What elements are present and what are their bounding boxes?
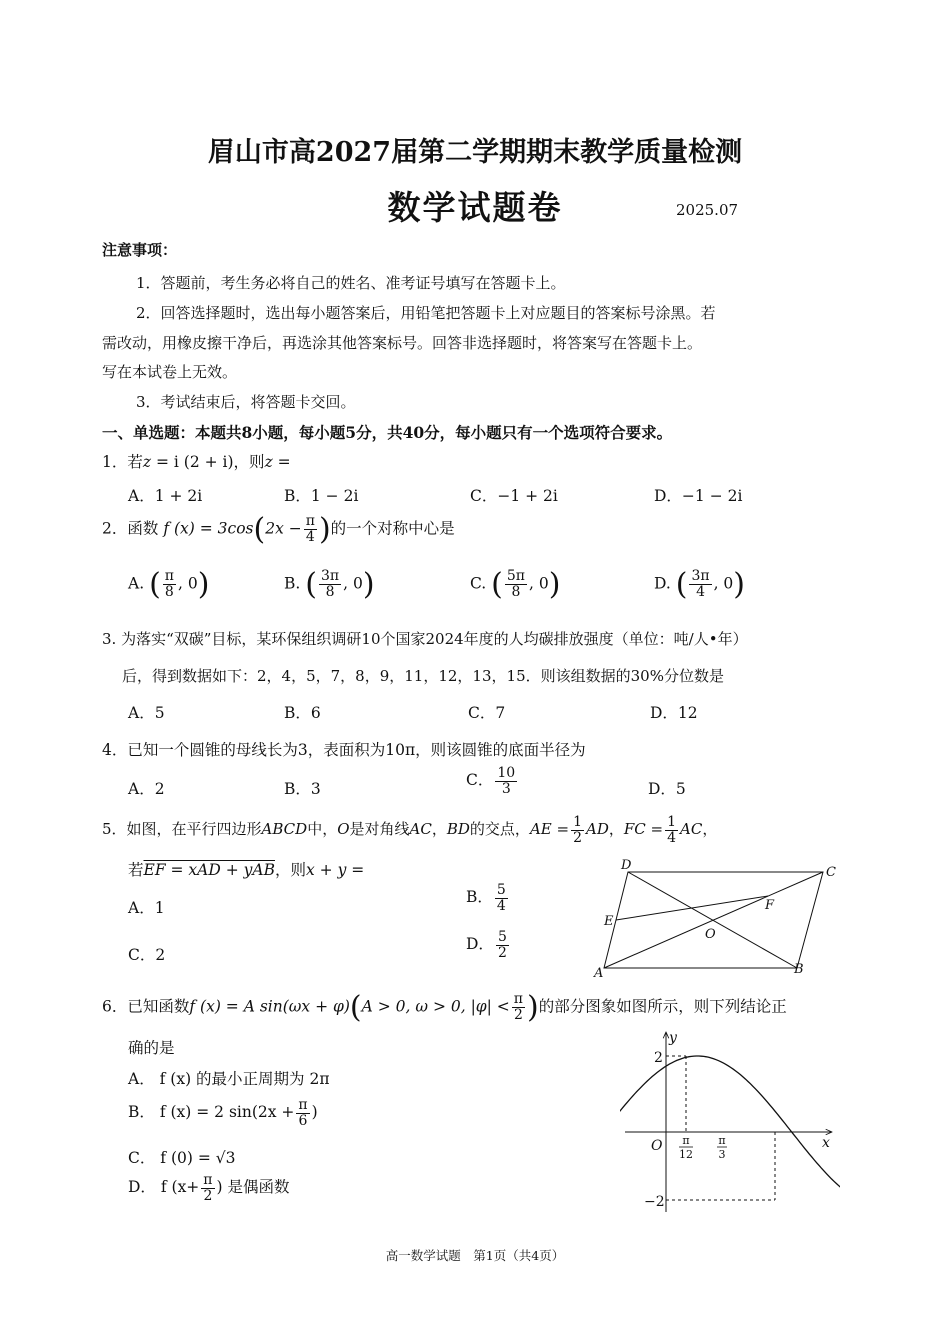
q5-comma: ， bbox=[608, 820, 624, 839]
q4-option-d: D．5 bbox=[648, 780, 686, 798]
question-1 bbox=[102, 450, 291, 472]
q2-frac-den: 4 bbox=[305, 529, 315, 545]
q4-c-num: 10 bbox=[497, 765, 516, 781]
q4-option-a: A．2 bbox=[128, 780, 165, 798]
q5-option-c: C．2 bbox=[128, 946, 166, 964]
q2-a-label: A. bbox=[128, 574, 145, 593]
q5-half-den: 2 bbox=[573, 829, 582, 846]
q2-b-num: 3π bbox=[320, 568, 340, 585]
q5-d-den: 2 bbox=[497, 944, 507, 961]
q6-b-tail: ) bbox=[311, 1103, 318, 1122]
notice-item-1: 1．答题前，考生务必将自己的姓名、准考证号填写在答题卡上。 bbox=[136, 274, 566, 292]
q6-d-den: 2 bbox=[203, 1187, 213, 1204]
q2-paren-left: ( bbox=[253, 512, 266, 547]
q2-paren-right: ) bbox=[318, 512, 331, 547]
q5-fc: FC bbox=[623, 820, 646, 839]
q5-mid2: 是对角线 bbox=[349, 820, 410, 839]
q5-line2-pre: 若 bbox=[128, 861, 144, 879]
q2-d-paren-right: ) bbox=[733, 567, 746, 602]
q5-o: O bbox=[337, 820, 350, 839]
q2-option-a bbox=[128, 567, 209, 602]
tick2-num: π bbox=[718, 1134, 726, 1147]
label-b: B bbox=[794, 962, 804, 977]
q5-eq2: = bbox=[645, 820, 664, 839]
page-footer: 高一数学试题 第1页（共4页） bbox=[385, 1248, 565, 1263]
q5-eq: = bbox=[551, 820, 570, 839]
paper-title: 数学试题卷 bbox=[387, 188, 563, 227]
tick2-den: 3 bbox=[718, 1148, 726, 1161]
q2-pre: 函数 bbox=[127, 519, 159, 538]
q3-option-a: A．5 bbox=[128, 704, 165, 722]
q4-c-fraction bbox=[495, 766, 517, 796]
q6-option-d bbox=[128, 1173, 289, 1203]
q2-option-d bbox=[654, 567, 745, 602]
q1-tail: = bbox=[272, 453, 291, 471]
q1-pre: 若 bbox=[127, 453, 143, 471]
q2-c-num: 5π bbox=[506, 568, 525, 585]
q2-d-label: D. bbox=[654, 574, 671, 593]
q5-mid3: 的交点， bbox=[469, 820, 530, 839]
q6-line2: 确的是 bbox=[128, 1039, 175, 1057]
q2-a-den: 8 bbox=[164, 584, 174, 600]
q4-c-label: C． bbox=[466, 771, 494, 790]
q2-c-den: 8 bbox=[511, 584, 521, 600]
q2-c-paren-right: ) bbox=[548, 567, 561, 602]
q1-option-a: A．1 + 2i bbox=[128, 487, 203, 505]
q4-option-b: B．3 bbox=[284, 780, 321, 798]
q5-line2-tail: ，则 bbox=[274, 861, 306, 879]
question-2 bbox=[102, 512, 455, 547]
q6-b-pre: B． f (x) = 2 sin(2x + bbox=[128, 1103, 295, 1122]
q6-pre: 6．已知函数 bbox=[102, 997, 190, 1016]
q6-frac-den: 2 bbox=[513, 1007, 523, 1023]
q3-option-d: D．12 bbox=[650, 704, 698, 722]
q2-number: 2． bbox=[102, 519, 128, 538]
q2-c-fraction bbox=[505, 569, 527, 599]
q6-b-num: π bbox=[298, 1097, 308, 1113]
q5-half-fraction bbox=[571, 815, 584, 845]
q6-paren-left: ( bbox=[349, 990, 362, 1025]
q1-option-c: C．−1 + 2i bbox=[470, 487, 558, 505]
q2-b-tail: , 0 bbox=[343, 574, 363, 593]
q6-d-fraction bbox=[201, 1173, 214, 1203]
notice-item-2-line3: 写在本试卷上无效。 bbox=[102, 363, 238, 381]
q2-a-paren-right: ) bbox=[197, 567, 210, 602]
q5-option-a: A．1 bbox=[128, 899, 165, 917]
q5-b-label: B． bbox=[466, 888, 493, 907]
q5-sep: ， bbox=[431, 820, 447, 839]
q2-d-den: 4 bbox=[696, 584, 705, 600]
q2-tail: 的一个对称中心是 bbox=[330, 519, 455, 538]
q6-option-c: C． f (0) = √3 bbox=[128, 1149, 236, 1167]
q6-condition: A > 0, ω > 0, |φ| < bbox=[361, 997, 510, 1016]
tick1-den: 12 bbox=[679, 1148, 693, 1161]
notice-item-3: 3．考试结束后，将答题卡交回。 bbox=[136, 393, 356, 411]
q5-end: ， bbox=[702, 820, 718, 839]
notice-heading: 注意事项： bbox=[102, 241, 178, 259]
q2-a-tail: , 0 bbox=[177, 574, 198, 593]
q2-function: f (x) = 3cos bbox=[163, 519, 254, 538]
q2-b-paren-right: ) bbox=[362, 567, 375, 602]
q5-quarter-fraction bbox=[665, 815, 678, 845]
q3-line1: 3. 为落实“双碳”目标，某环保组织调研10个国家2024年度的人均碳排放强度（单位：吨/人•年） bbox=[102, 630, 748, 648]
q1-mid: ，则 bbox=[233, 453, 265, 471]
q5-b-num: 5 bbox=[496, 882, 506, 898]
q2-b-fraction bbox=[319, 569, 341, 599]
q5-d-num: 5 bbox=[497, 929, 507, 945]
label-d: D bbox=[621, 858, 632, 873]
q5-bd: BD bbox=[446, 820, 470, 839]
q2-frac-num: π bbox=[305, 513, 315, 530]
max-value-label: 2 bbox=[654, 1050, 663, 1066]
q1-option-d: D．−1 − 2i bbox=[654, 487, 743, 505]
q5-d-label: D． bbox=[466, 935, 494, 954]
q2-a-num: π bbox=[164, 568, 174, 585]
sine-graph-figure bbox=[620, 1020, 840, 1215]
q2-a-fraction bbox=[163, 569, 176, 599]
label-e: E bbox=[604, 914, 614, 929]
q6-function: f (x) = A sin(ωx + φ) bbox=[189, 997, 350, 1016]
q2-c-tail: , 0 bbox=[529, 574, 549, 593]
diagonal-bd bbox=[628, 872, 797, 968]
q5-line1 bbox=[102, 815, 717, 845]
q5-vector-expr: EF = xAD + yAB bbox=[143, 861, 275, 879]
q2-d-fraction bbox=[689, 569, 711, 599]
label-a: A bbox=[594, 966, 604, 980]
q6-d-num: π bbox=[203, 1172, 213, 1188]
q1-var-z2: z bbox=[264, 453, 273, 471]
q5-ac: AC bbox=[409, 820, 432, 839]
q6-paren-right: ) bbox=[527, 990, 539, 1025]
tick1-num: π bbox=[682, 1134, 690, 1147]
q5-option-d bbox=[466, 930, 511, 960]
q2-b-label: B. bbox=[284, 574, 301, 593]
q5-option-b bbox=[466, 883, 510, 913]
q4-option-c bbox=[466, 766, 519, 796]
q2-d-tail: , 0 bbox=[713, 574, 734, 593]
q1-var-z: z bbox=[142, 453, 152, 471]
notice-item-2-line2: 需改动，用橡皮擦干净后，再选涂其他答案标号。回答非选择题时，将答案写在答题卡上。 bbox=[102, 334, 703, 352]
exam-title: 眉山市高2027届第二学期期末教学质量检测 bbox=[207, 137, 743, 168]
q6-tail: 的部分图象如图所示，则下列结论正 bbox=[538, 997, 787, 1016]
q3-line2: 后，得到数据如下：2，4，5，7，8，9，11，12，13，15．则该组数据的30%分位数是 bbox=[122, 667, 724, 685]
q6-option-b bbox=[128, 1098, 318, 1128]
q2-fraction bbox=[304, 514, 317, 544]
q2-option-c bbox=[470, 567, 560, 602]
x-axis-label: x bbox=[822, 1135, 830, 1151]
q5-ac2: AC bbox=[680, 820, 703, 839]
q5-xy: x + y bbox=[306, 861, 347, 879]
q4-c-den: 3 bbox=[501, 780, 511, 797]
q5-b-fraction bbox=[495, 883, 508, 913]
q2-a-paren-left: ( bbox=[149, 567, 161, 602]
q4-text: 4．已知一个圆锥的母线长为3，表面积为10π，则该圆锥的底面半径为 bbox=[102, 741, 586, 759]
q3-option-c: C．7 bbox=[468, 704, 506, 722]
q2-option-b bbox=[284, 567, 375, 602]
min-value-label: −2 bbox=[644, 1194, 665, 1210]
q5-mid: 中， bbox=[307, 820, 338, 839]
q5-ad: AD bbox=[586, 820, 609, 839]
label-o: O bbox=[705, 927, 716, 942]
q5-quarter-den: 4 bbox=[667, 829, 677, 846]
q2-arg: 2x − bbox=[265, 519, 302, 538]
origin-label: O bbox=[651, 1138, 663, 1154]
q2-b-paren-left: ( bbox=[305, 567, 317, 602]
q6-b-den: 6 bbox=[298, 1112, 308, 1129]
q1-eq: = i (2 + i) bbox=[151, 453, 234, 471]
label-c: C bbox=[826, 865, 836, 880]
q5-b-den: 4 bbox=[496, 897, 506, 914]
notice-item-2-line1: 2．回答选择题时，选出每小题答案后，用铅笔把答题卡上对应题目的答案标号涂黑。若 bbox=[136, 304, 716, 322]
q5-abcd: ABCD bbox=[261, 820, 308, 839]
y-axis-label: y bbox=[669, 1030, 677, 1046]
q1-number: 1． bbox=[102, 453, 128, 471]
q6-d-pre: D． f (x+ bbox=[128, 1178, 200, 1197]
q5-line2 bbox=[128, 858, 364, 880]
section-heading: 一、单选题：本题共8小题，每小题5分，共40分，每小题只有一个选项符合要求。 bbox=[102, 423, 673, 442]
q2-d-num: 3π bbox=[691, 568, 710, 585]
q6-fraction bbox=[512, 992, 525, 1022]
q6-frac-num: π bbox=[513, 991, 523, 1008]
q5-d-fraction bbox=[496, 930, 509, 960]
parallelogram-figure bbox=[590, 855, 850, 980]
q2-c-label: C. bbox=[470, 574, 487, 593]
q5-ae: AE bbox=[529, 820, 552, 839]
q1-option-b: B．1 − 2i bbox=[284, 487, 359, 505]
q3-option-b: B．6 bbox=[284, 704, 321, 722]
q5-line2-eq: = bbox=[346, 861, 365, 879]
q2-d-paren-left: ( bbox=[675, 567, 688, 602]
q5-pre: 5．如图，在平行四边形 bbox=[102, 820, 262, 839]
q2-c-paren-left: ( bbox=[491, 567, 503, 602]
q5-half-num: 1 bbox=[573, 814, 582, 830]
q5-quarter-num: 1 bbox=[667, 814, 677, 830]
exam-date: 2025.07 bbox=[676, 201, 739, 219]
q6-d-tail: ) 是偶函数 bbox=[216, 1178, 290, 1197]
q6-option-a: A． f (x) 的最小正周期为 2π bbox=[128, 1070, 330, 1088]
segment-ef bbox=[616, 896, 768, 920]
label-f: F bbox=[765, 898, 775, 913]
q2-b-den: 8 bbox=[325, 584, 335, 600]
q6-b-fraction bbox=[296, 1098, 309, 1128]
